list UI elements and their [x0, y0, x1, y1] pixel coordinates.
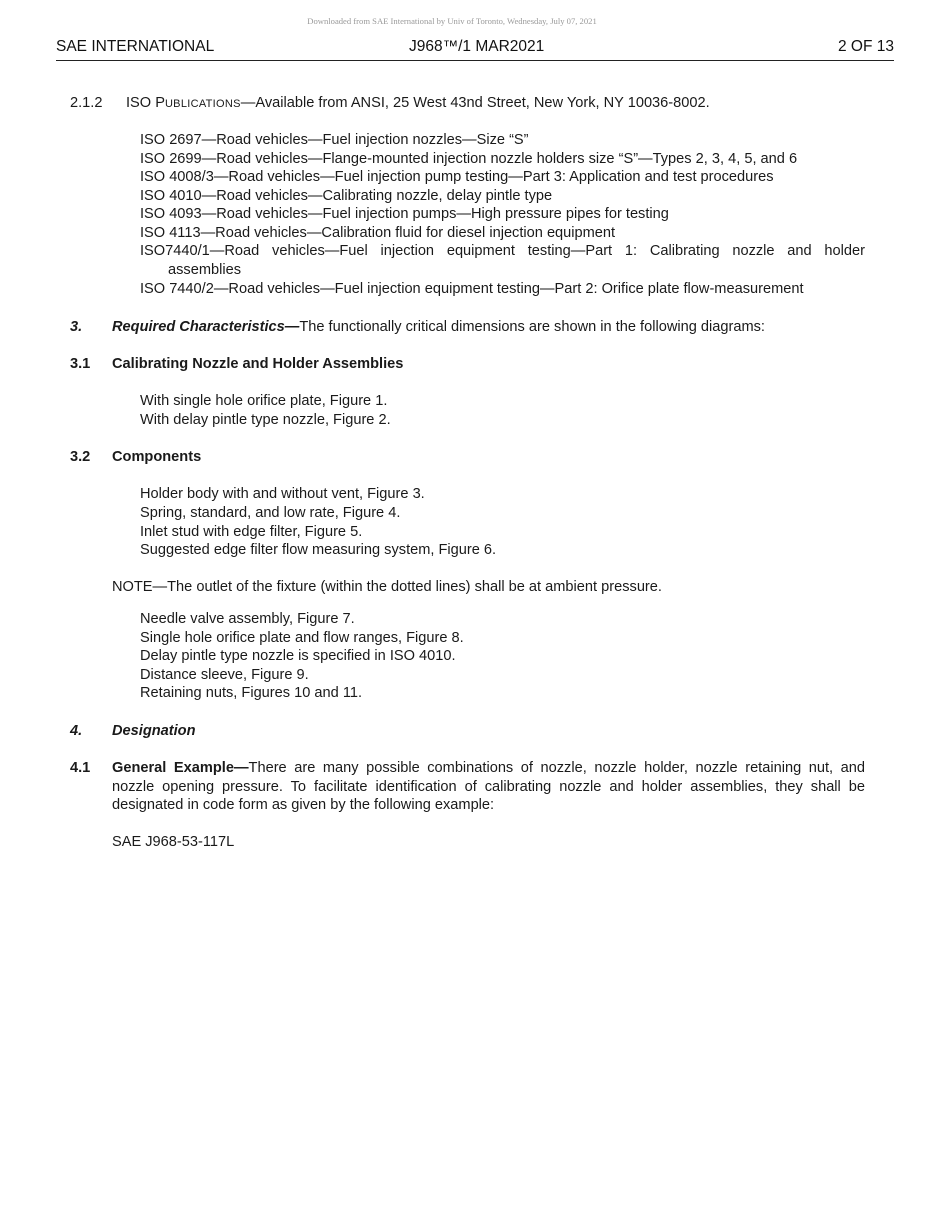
section-3-heading [112, 318, 765, 337]
list-item: Retaining nuts, Figures 10 and 11. [140, 685, 363, 701]
section-2-1-2-title-prefix: ISO P [126, 95, 165, 111]
list-item: Distance sleeve, Figure 9. [140, 667, 309, 683]
page-header [56, 38, 894, 61]
section-3-1-number: 3.1 [70, 356, 91, 372]
note: NOTE—The outlet of the fixture (within the dotted lines) shall be at ambient pressure. [112, 579, 662, 595]
section-4-1-number: 4.1 [70, 760, 91, 776]
section-2-1-2-number: 2.1.2 [70, 95, 103, 111]
header-publisher: SAE INTERNATIONAL [56, 38, 215, 55]
section-4-title: Designation [112, 723, 196, 739]
section-2-1-2-text: —Available from ANSI, 25 West 43nd Street, New York, NY 10036-8002. [240, 95, 710, 111]
download-watermark: Downloaded from SAE International by Univ of Toronto, Wednesday, July 07, 2021 [307, 16, 597, 26]
iso-list-item: ISO 7440/2—Road vehicles—Fuel injection equipment testing—Part 2: Orifice plate flow-measurement [140, 281, 804, 297]
iso-list-item-continuation: assemblies [168, 262, 241, 278]
section-3-number: 3. [70, 319, 83, 335]
iso-list-item: ISO 4008/3—Road vehicles—Fuel injection pump testing—Part 3: Application and test procedures [140, 169, 774, 185]
header-page-number: 2 OF 13 [838, 38, 894, 55]
list-item: Delay pintle type nozzle is specified in ISO 4010. [140, 648, 456, 664]
section-4-1-line-2: nozzle opening pressure. To facilitate identification of calibrating nozzle and holder assemblies, they shall be [112, 779, 865, 795]
iso-list-item: ISO7440/1—Road vehicles—Fuel injection equipment testing—Part 1: Calibrating nozzle and holder [140, 243, 865, 259]
list-item: Spring, standard, and low rate, Figure 4. [140, 505, 401, 521]
iso-list-item: ISO 4093—Road vehicles—Fuel injection pumps—High pressure pipes for testing [140, 206, 669, 222]
list-item: With delay pintle type nozzle, Figure 2. [140, 412, 391, 428]
section-4-1-text: There are many possible combinations of nozzle, nozzle holder, nozzle retaining nut, and [248, 760, 866, 776]
iso-list-item: ISO 2697—Road vehicles—Fuel injection nozzles—Size “S” [140, 132, 529, 148]
section-3-text: The functionally critical dimensions are shown in the following diagrams: [299, 319, 765, 335]
designation-example: SAE J968-53-117L [112, 834, 235, 850]
section-4-1-title: General Example— [112, 760, 249, 776]
section-3-2-number: 3.2 [70, 449, 91, 465]
section-2-1-2-title-smallcaps: UBLICATIONS [164, 98, 241, 110]
section-3-2-title: Components [112, 449, 202, 465]
list-item: Inlet stud with edge filter, Figure 5. [140, 524, 363, 540]
section-3-title: Required Characteristics— [112, 319, 300, 335]
section-4-number: 4. [70, 723, 83, 739]
section-4-1-line-1 [112, 759, 865, 778]
iso-list-item: ISO 4113—Road vehicles—Calibration fluid for diesel injection equipment [140, 225, 616, 241]
iso-list-item: ISO 4010—Road vehicles—Calibrating nozzle, delay pintle type [140, 188, 553, 204]
iso-list-item: ISO 2699—Road vehicles—Flange-mounted injection nozzle holders size “S”—Types 2, 3, 4, 5, and 6 [140, 151, 798, 167]
list-item: Single hole orifice plate and flow ranges, Figure 8. [140, 630, 464, 646]
section-3-1-title: Calibrating Nozzle and Holder Assemblies [112, 356, 404, 372]
list-item: Suggested edge filter flow measuring system, Figure 6. [140, 542, 497, 558]
list-item: With single hole orifice plate, Figure 1. [140, 393, 388, 409]
list-item: Holder body with and without vent, Figure 3. [140, 486, 425, 502]
list-item: Needle valve assembly, Figure 7. [140, 611, 355, 627]
section-4-1-line-3: designated in code form as given by the following example: [112, 797, 495, 813]
section-2-1-2-heading [126, 94, 710, 114]
header-document-id: J968™/1 MAR2021 [409, 38, 545, 55]
